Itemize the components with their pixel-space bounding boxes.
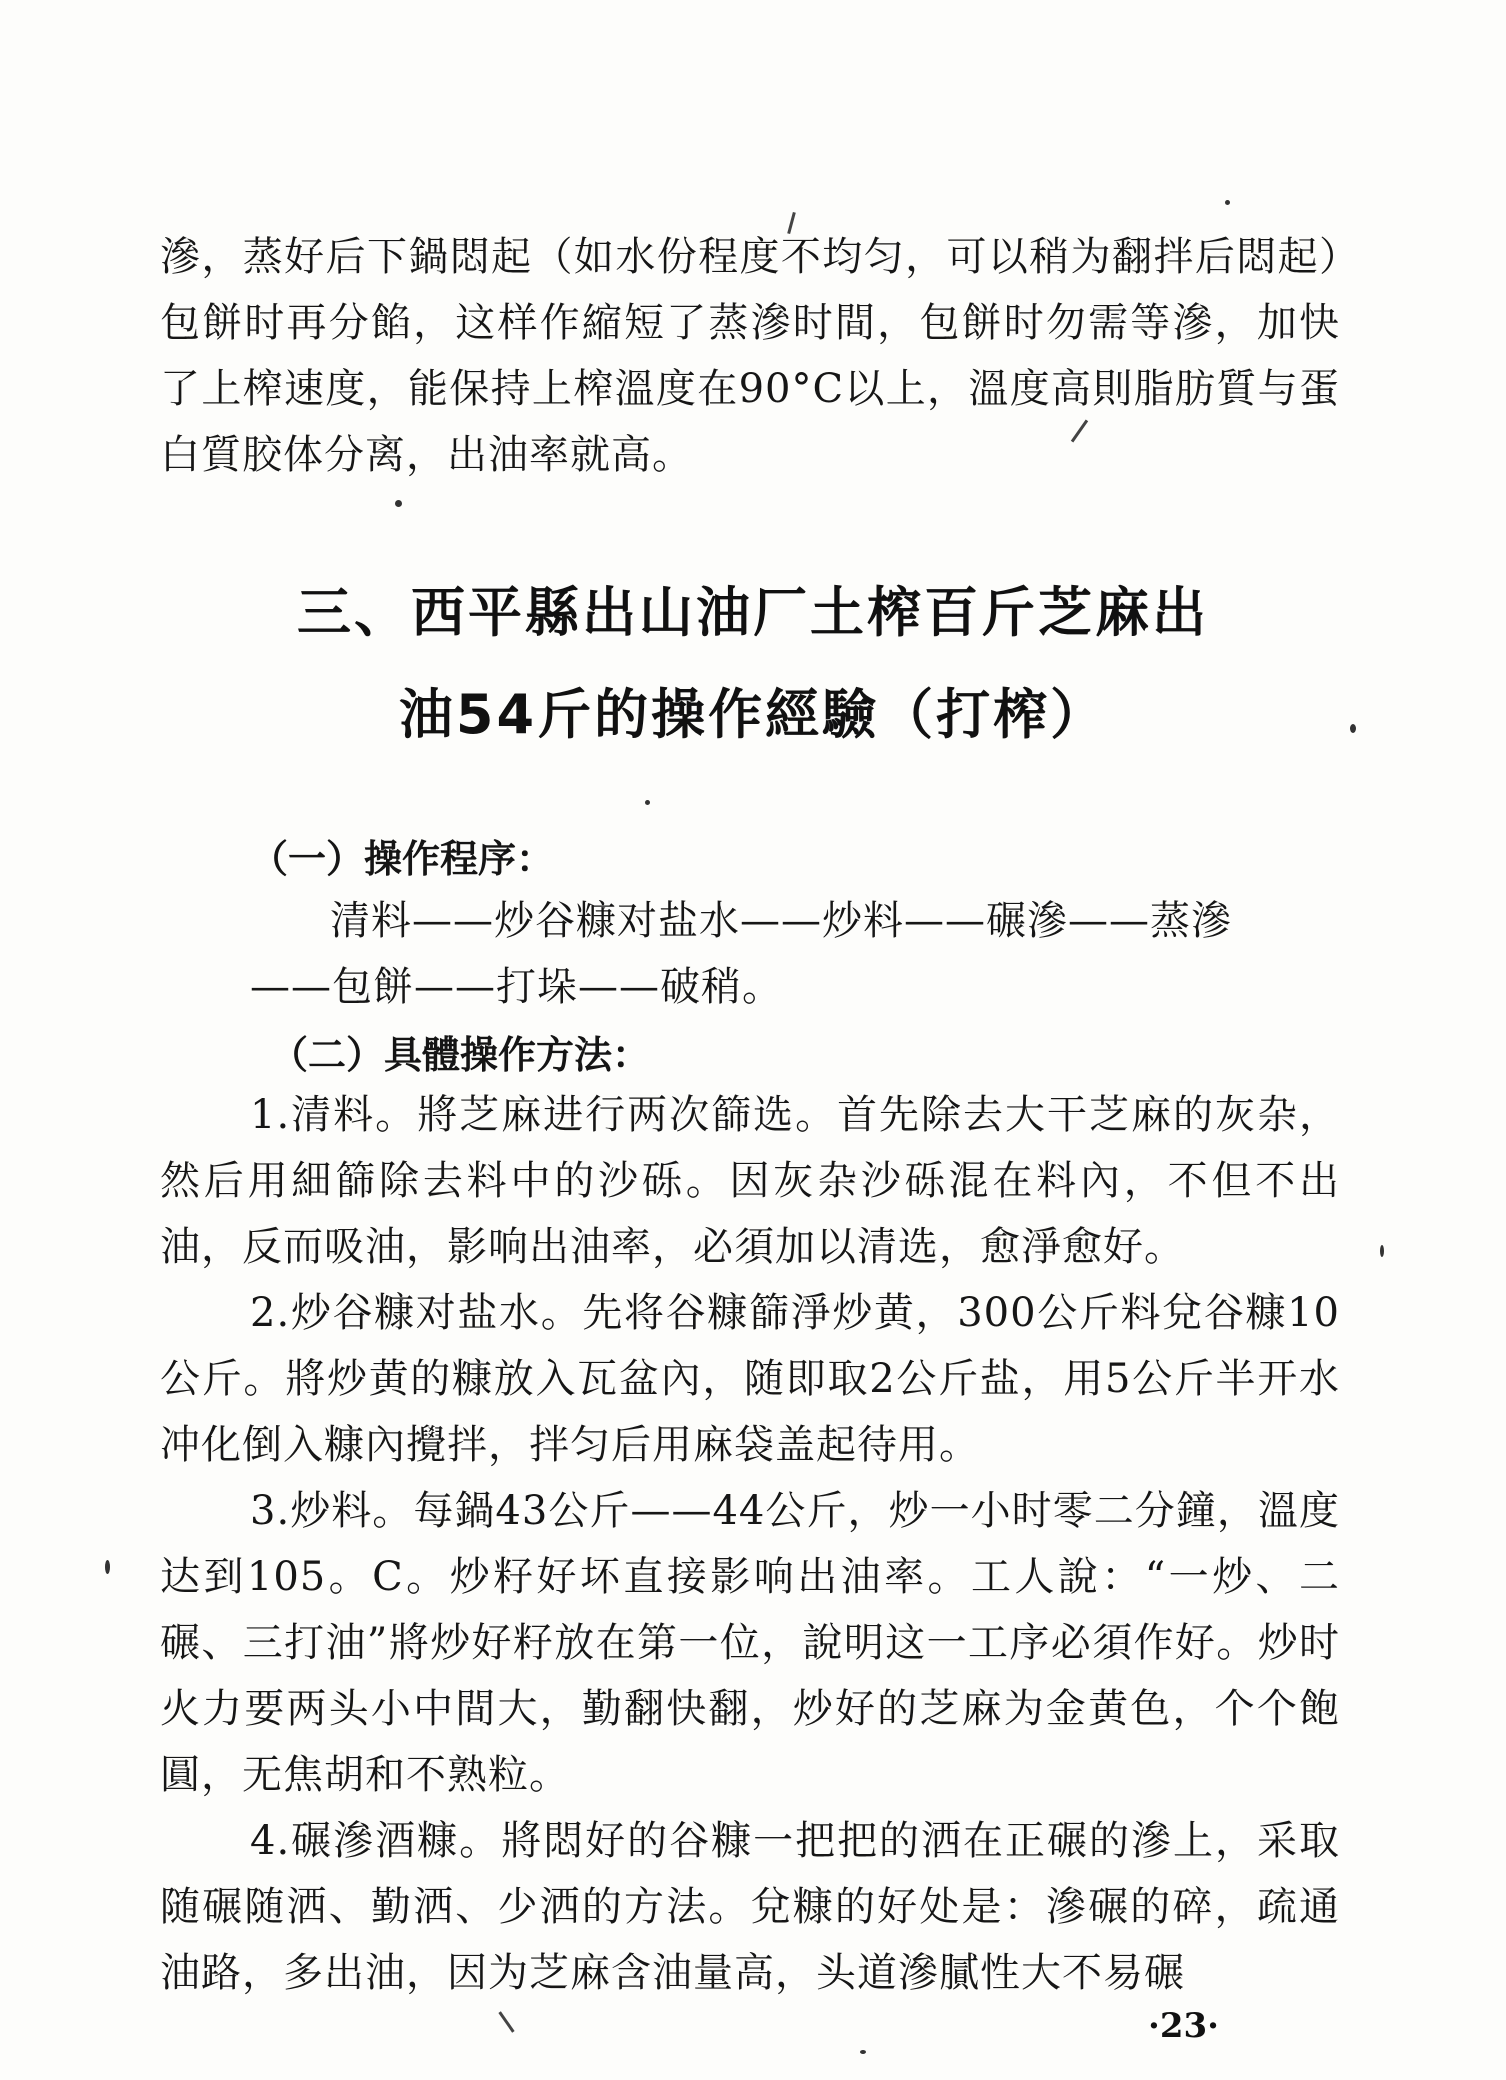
section-heading-line-2: 油54斤的操作經驗（打榨） xyxy=(398,683,1108,746)
procedure-flow-line-1: 清料——炒谷糠对盐水——炒料——碾滲——蒸滲 xyxy=(330,898,1232,944)
scan-speck xyxy=(1225,200,1230,205)
subsection-title-methods: （二）具體操作方法： xyxy=(270,1033,651,1077)
page-number: ·23· xyxy=(1148,2006,1219,2046)
section-heading-line-1: 三、西平縣出山油厂土榨百斤芝麻出 xyxy=(297,581,1209,644)
method-paragraph-bran-salt: 2.炒谷糠对盐水。先将谷糠篩淨炒黄，300公斤料兌谷糠10公斤。將炒黄的糠放入瓦盆內，随即取2公斤盐，用5公斤半开水冲化倒入糠內攪拌，拌匀后用麻袋盖起待用。 xyxy=(160,1290,1340,1468)
method-paragraph-milling: 4.碾滲酒糠。將悶好的谷糠一把把的洒在正碾的滲上，采取随碾随洒、勤洒、少洒的方法。兌糠的好处是：滲碾的碎，疏通油路，多出油，因为芝麻含油量高，头道滲膩性大不易碾 xyxy=(160,1818,1340,1996)
methods-body xyxy=(160,1082,1340,2006)
scan-mark xyxy=(498,2011,514,2032)
scan-speck xyxy=(105,1560,110,1574)
scan-speck xyxy=(645,800,650,805)
scan-speck xyxy=(1350,724,1356,733)
method-paragraph-roasting: 3.炒料。每鍋43公斤——44公斤，炒一小时零二分鐘，溫度达到105。C。炒籽好坏直接影响出油率。工人說：“一炒、二碾、三打油”將炒好籽放在第一位，說明这一工序必須作好。炒时火力要两头小中間大，勤翻快翻，炒好的芝麻为金黄色，个个飽圓，无焦胡和不熟粒。 xyxy=(160,1488,1340,1798)
scan-speck xyxy=(1380,1245,1384,1257)
scan-speck xyxy=(860,2050,866,2054)
top-paragraph: 滲，蒸好后下鍋悶起（如水份程度不均匀，可以稍为翻拌后悶起）包餅时再分餡，这样作縮短了蒸滲时間，包餅时勿需等滲，加快了上榨速度，能保持上榨溫度在90°C以上，溫度高則脂肪質与蛋白質胶体分离，出油率就高。 xyxy=(160,234,1340,478)
top-paragraph-block xyxy=(160,224,1340,488)
subsection-title-procedure: （一）操作程序： xyxy=(250,837,555,881)
procedure-flow-line-2: ——包餅——打垛——破稍。 xyxy=(250,964,783,1010)
scan-speck xyxy=(395,500,402,507)
method-paragraph-cleaning: 1.清料。將芝麻进行两次篩选。首先除去大干芝麻的灰杂，然后用細篩除去料中的沙砾。因灰杂沙砾混在料內，不但不出油，反而吸油，影响出油率，必須加以清选，愈淨愈好。 xyxy=(160,1092,1340,1270)
